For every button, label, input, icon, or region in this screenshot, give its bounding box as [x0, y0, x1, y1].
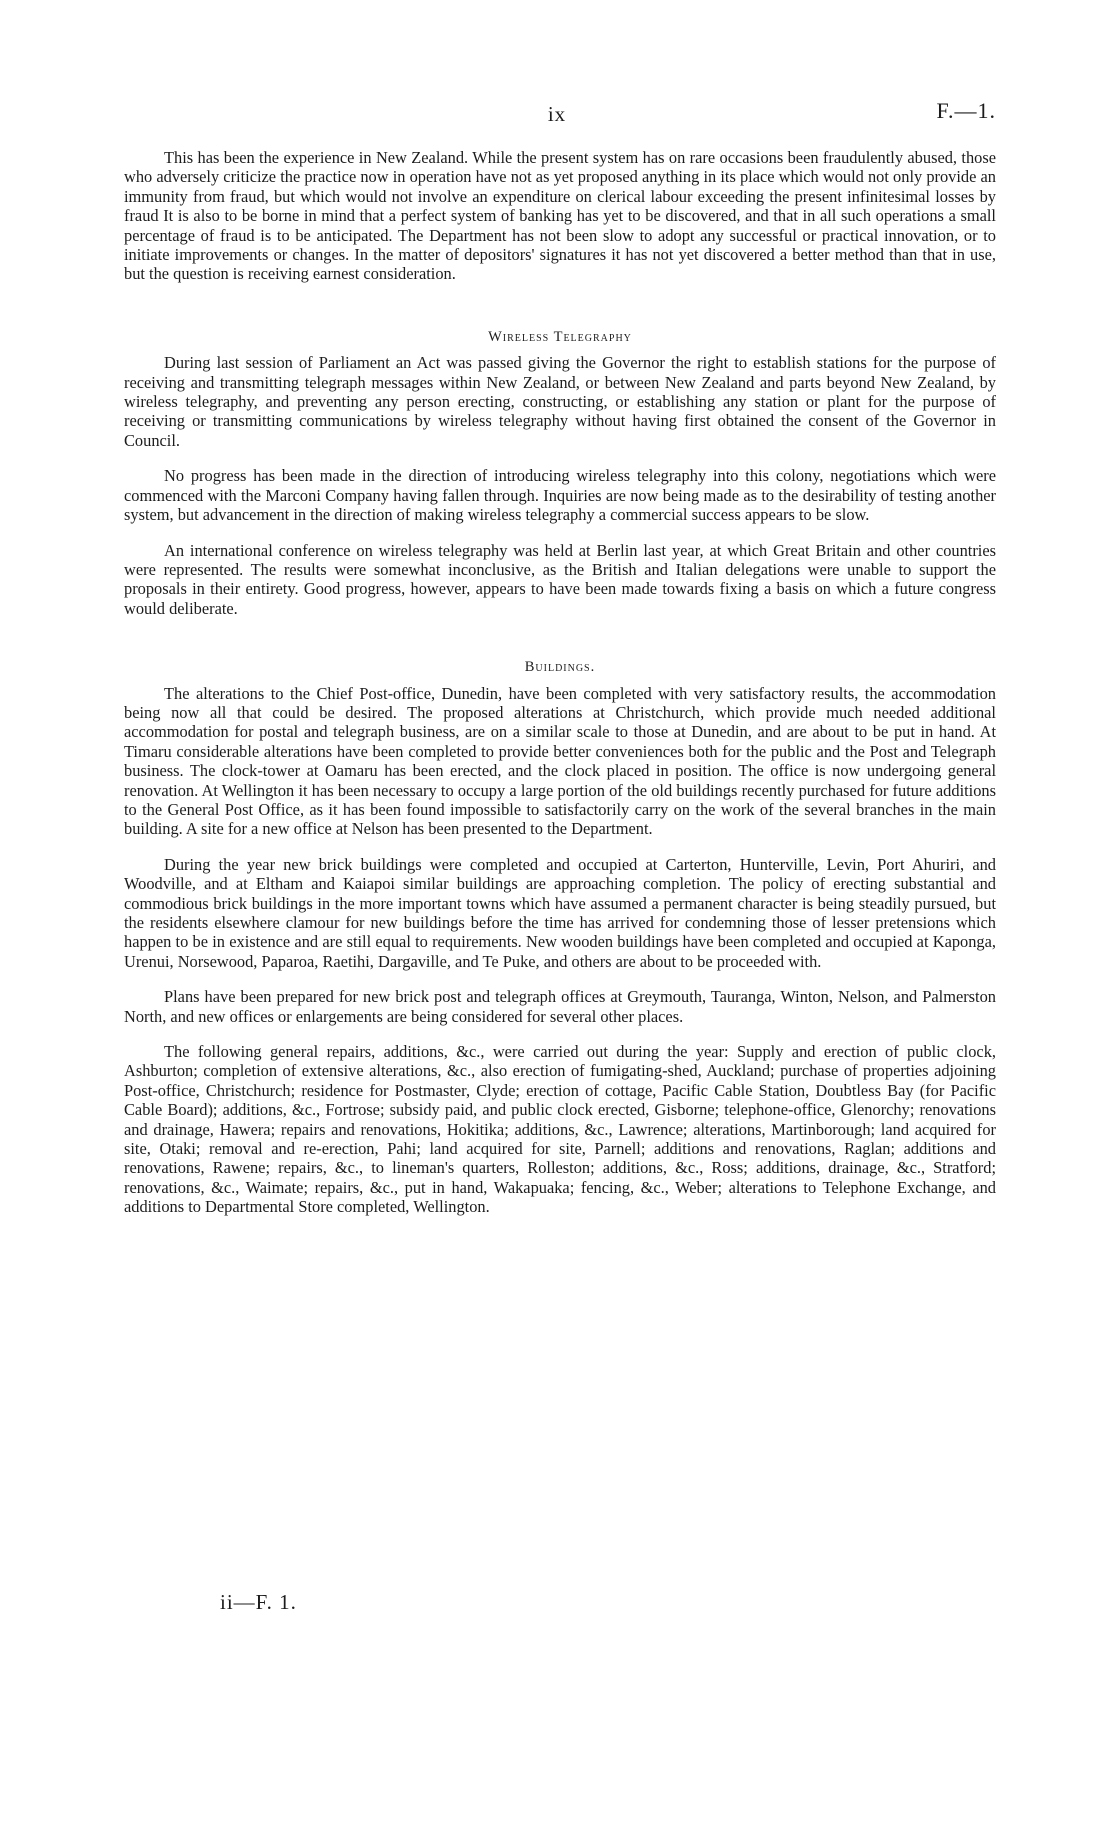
section-heading-buildings: Buildings.: [524, 659, 596, 676]
wireless-paragraph-2: No progress has been made in the direction of introducing wireless telegraphy into this colony, negotiations which were commenced with the Marconi Company having fallen through. Inquiries are now being made as to the desirability of testing another system, but advancement in the direction of making wireless telegraphy a commercial success appears to be slow.: [124, 466, 996, 525]
wireless-paragraph-1: During last session of Parliament an Act was passed giving the Governor the right to establish stations for the purpose of receiving and transmitting telegraph messages within New Zealand, or between New Zealand and parts beyond New Zealand, by wireless telegraphy, and preventing any person erecting, constructing, or establishing any station or plant for the purpose of receiving or transmitting communications by wireless telegraphy without having first obtained the consent of the Governor in Council.: [124, 353, 996, 450]
document-reference: F.—1.: [936, 98, 996, 123]
page-body: [124, 148, 996, 1217]
section-heading-wireless: Wireless Telegraphy: [488, 328, 632, 345]
page-number: ix: [547, 102, 567, 126]
buildings-section: [124, 658, 996, 1217]
buildings-paragraph-1: The alterations to the Chief Post-office, Dunedin, have been completed with very satisfactory results, the accommodation being now all that could be desired. The proposed alterations at Christchurch, which provide much needed additional accommodation for postal and telegraph business, are on a similar scale to those at Dunedin, and are about to be put in hand. At Timaru considerable alterations have been completed to provide better conveniences both for the public and the Post and Telegraph business. The clock-tower at Oamaru has been erected, and the clock placed in position. The office is now undergoing general renovation. At Wellington it has been necessary to occupy a large portion of the old buildings recently purchased for future additions to the General Post Office, as it has been found impossible to satisfactorily carry on the work of the several branches in the main building. A site for a new office at Nelson has been presented to the Department.: [124, 683, 996, 839]
signature-mark: ii—F. 1.: [220, 1590, 297, 1614]
wireless-telegraphy-section: [124, 328, 996, 618]
buildings-paragraph-2: During the year new brick buildings were completed and occupied at Carterton, Hunterville, Levin, Port Ahuriri, and Woodville, and at Eltham and Kaiapoi similar buildings are approaching completion. The policy of erecting substantial and commodious brick buildings in the more important towns which have assumed a permanent character is being steadily pursued, but the residents elsewhere clamour for new buildings before the time has arrived for condemning those of lesser pretensions which happen to be in existence and are still equal to requirements. New wooden buildings have been completed and occupied at Kaponga, Urenui, Norsewood, Paparoa, Raetihi, Dargaville, and Te Puke, and others are about to be proceeded with.: [124, 854, 996, 971]
buildings-paragraph-3: Plans have been prepared for new brick post and telegraph offices at Greymouth, Tauranga, Winton, Nelson, and Palmerston North, and new offices or enlargements are being considered for several other places.: [124, 987, 996, 1026]
intro-section: [124, 148, 996, 284]
wireless-paragraph-3: An international conference on wireless telegraphy was held at Berlin last year, at which Great Britain and other countries were represented. The results were somewhat inconclusive, as the British and Italian delegations were unable to support the proposals in their entirety. Good progress, however, appears to have been made towards fixing a basis on which a future congress would deliberate.: [124, 540, 996, 618]
intro-paragraph: This has been the experience in New Zealand. While the present system has on rare occasions been fraudulently abused, those who adversely criticize the practice now in operation have not as yet proposed anything in its place which would not only provide an immunity from fraud, but which would not involve an expenditure on clerical labour exceeding the present infinitesimal losses by fraud It is also to be borne in mind that a perfect system of banking has yet to be discovered, and that in all such operations a small percentage of fraud is to be anticipated. The Department has not been slow to adopt any successful or practical innovation, or to initiate improvements or changes. In the matter of depositors' signatures it has not yet discovered a better method than that in use, but the question is receiving earnest consideration.: [124, 148, 996, 284]
buildings-paragraph-4: The following general repairs, additions, &c., were carried out during the year: Supply and erection of public clock, Ashburton; completion of extensive alterations, &c., also erection of fumigating-shed, Auckland; purchase of properties adjoining Post-office, Christchurch; residence for Postmaster, Clyde; erection of cottage, Pacific Cable Station, Doubtless Bay (for Pacific Cable Board); additions, &c., Fortrose; subsidy paid, and public clock erected, Gisborne; telephone-office, Glenorchy; renovations and drainage, Hawera; repairs and renovations, Hokitika; additions, &c., Lawrence; alterations, Martinborough; land acquired for site, Otaki; removal and re-erection, Pahi; land acquired for site, Parnell; additions and renovations, Raglan; additions and renovations, Rawene; repairs, &c., to lineman's quarters, Rolleston; additions, &c., Ross; additions, drainage, &c., Stratford; renovations, &c., Waimate; repairs, &c., put in hand, Wakapuaka; fencing, &c., Weber; alterations to Telephone Exchange, and additions to Departmental Store completed, Wellington.: [124, 1042, 996, 1217]
